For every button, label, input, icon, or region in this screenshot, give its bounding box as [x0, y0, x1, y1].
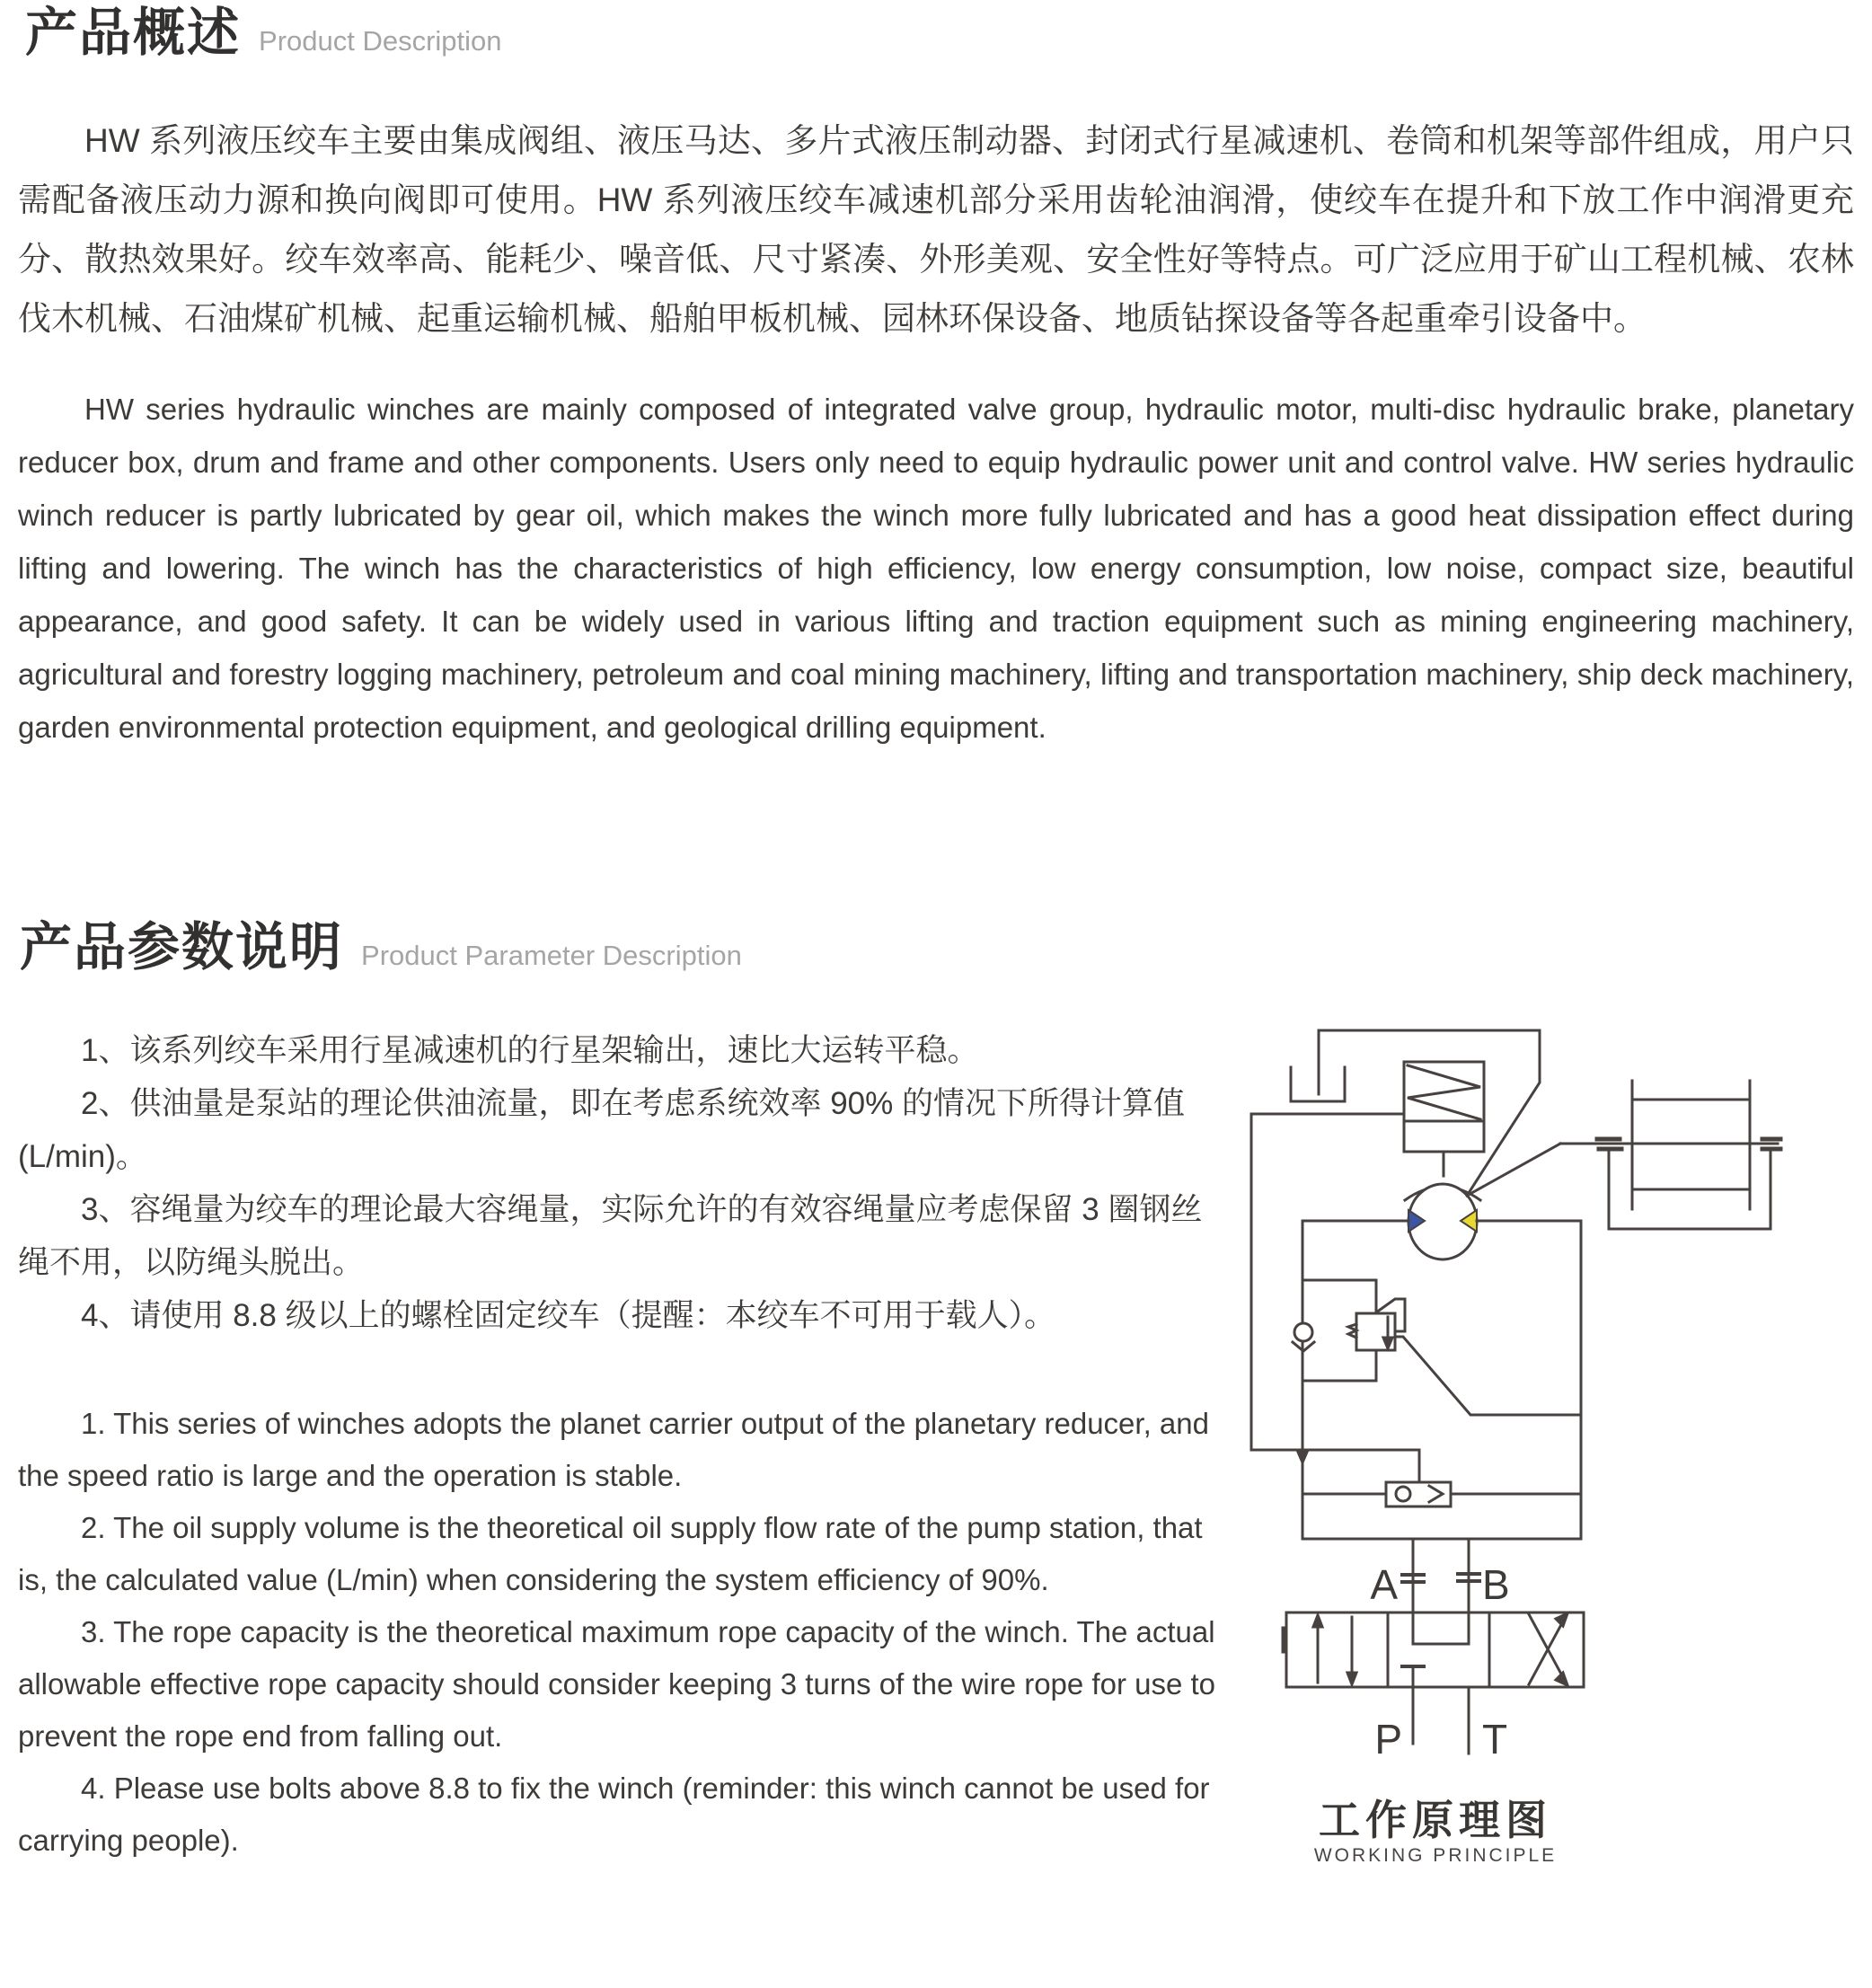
port-b-label: B	[1482, 1561, 1510, 1608]
port-p-label: P	[1374, 1716, 1402, 1763]
relief-valve-symbol	[1302, 1280, 1581, 1415]
section1-heading	[25, 4, 502, 62]
note-en-3: 3. The rope capacity is the theoretical maximum rope capacity of the winch. The actual allowable effective rope capacity should consider keeping 3 turns of the wire rope for use to prevent the rope end from falling out.	[18, 1615, 1216, 1753]
brake-pilot-line	[1251, 1114, 1404, 1450]
section1-title-cn: 产品概述	[25, 4, 242, 62]
port-a-label: A	[1370, 1561, 1398, 1608]
section1-title-en: Product Description	[259, 25, 502, 57]
shuttle-feed-line	[1251, 1450, 1419, 1482]
directional-valve-symbol	[1284, 1612, 1584, 1687]
section2-title-cn: 产品参数说明	[20, 918, 344, 976]
parameter-notes-en	[18, 1398, 1220, 1867]
port-b-line	[1458, 1539, 1479, 1612]
overview-paragraph-cn: HW 系列液压绞车主要由集成阀组、液压马达、多片式液压制动器、封闭式行星减速机、卷筒和机架等部件组成，用户只需配备液压动力源和换向阀即可使用。HW 系列液压绞车减速机部分采用齿轮油润滑，使绞车在提升和下放工作中润滑更充分、散热效果好。绞车效率高、能耗少、噪音低、尺寸紧凑、外形美观、安全性好等特点。可广泛应用于矿山工程机械、农林伐木机械、石油煤矿机械、起重运输机械、船舶甲板机械、园林环保设备、地质钻探设备等各起重牵引设备中。	[18, 122, 1854, 337]
oil-tank-symbol	[1291, 1030, 1345, 1101]
diagram-caption-cn: 工作原理图	[1319, 1797, 1552, 1843]
note-en-2: 2. The oil supply volume is the theoretical oil supply flow rate of the pump station, that is, the calculated value (L/min) when considering the system efficiency of 90%.	[18, 1511, 1203, 1596]
winch-drum-symbol	[1597, 1081, 1780, 1229]
section2-heading	[20, 918, 742, 976]
parameter-notes-cn	[18, 1024, 1220, 1342]
note-cn-1: 1、该系列绞车采用行星减速机的行星架输出，速比大运转平稳。	[81, 1033, 979, 1068]
note-cn-3: 3、容绳量为绞车的理论最大容绳量，实际允许的有效容绳量应考虑保留 3 圈钢丝绳不用，以防绳头脱出。	[18, 1192, 1203, 1280]
overview-paragraph-en: HW series hydraulic winches are mainly composed of integrated valve group, hydraulic motor, multi-disc hydraulic brake, planetary reducer box, drum and frame and other components. Users only need to equip hydraulic power unit and control valve. HW series hydraulic winch reducer is partly lubricated by gear oil, which makes the winch more fully lubricated and has a good heat dissipation effect during lifting and lowering. The winch has the characteristics of high efficiency, low energy consumption, low noise, compact size, beautiful appearance, and good safety. It can be widely used in various lifting and traction equipment such as mining engineering machinery, agricultural and forestry logging machinery, petroleum and coal mining machinery, lifting and transportation machinery, ship deck machinery, garden environmental protection equipment, and geological drilling equipment.	[18, 393, 1854, 744]
brake-cylinder-symbol	[1404, 1062, 1484, 1200]
diagram-caption-en: WORKING PRINCIPLE	[1313, 1845, 1558, 1866]
port-a-line	[1402, 1539, 1424, 1612]
note-cn-4: 4、请使用 8.8 级以上的螺栓固定绞车（提醒：本绞车不可用于载人）。	[81, 1298, 1056, 1333]
drum-shaft-line	[1467, 1144, 1778, 1196]
note-cn-2: 2、供油量是泵站的理论供油流量，即在考虑系统效率 90% 的情况下所得计算值 (L/min)。	[18, 1086, 1185, 1174]
port-t-label: T	[1482, 1716, 1508, 1763]
note-en-1: 1. This series of winches adopts the planet carrier output of the planetary reducer, and the speed ratio is large and the operation is stable.	[18, 1407, 1209, 1492]
section2-title-en: Product Parameter Description	[361, 940, 742, 971]
note-en-4: 4. Please use bolts above 8.8 to fix the winch (reminder: this winch cannot be used for carrying people).	[18, 1772, 1210, 1857]
shuttle-valve-symbol	[1302, 1482, 1581, 1506]
working-principle-diagram	[1231, 1006, 1872, 1869]
